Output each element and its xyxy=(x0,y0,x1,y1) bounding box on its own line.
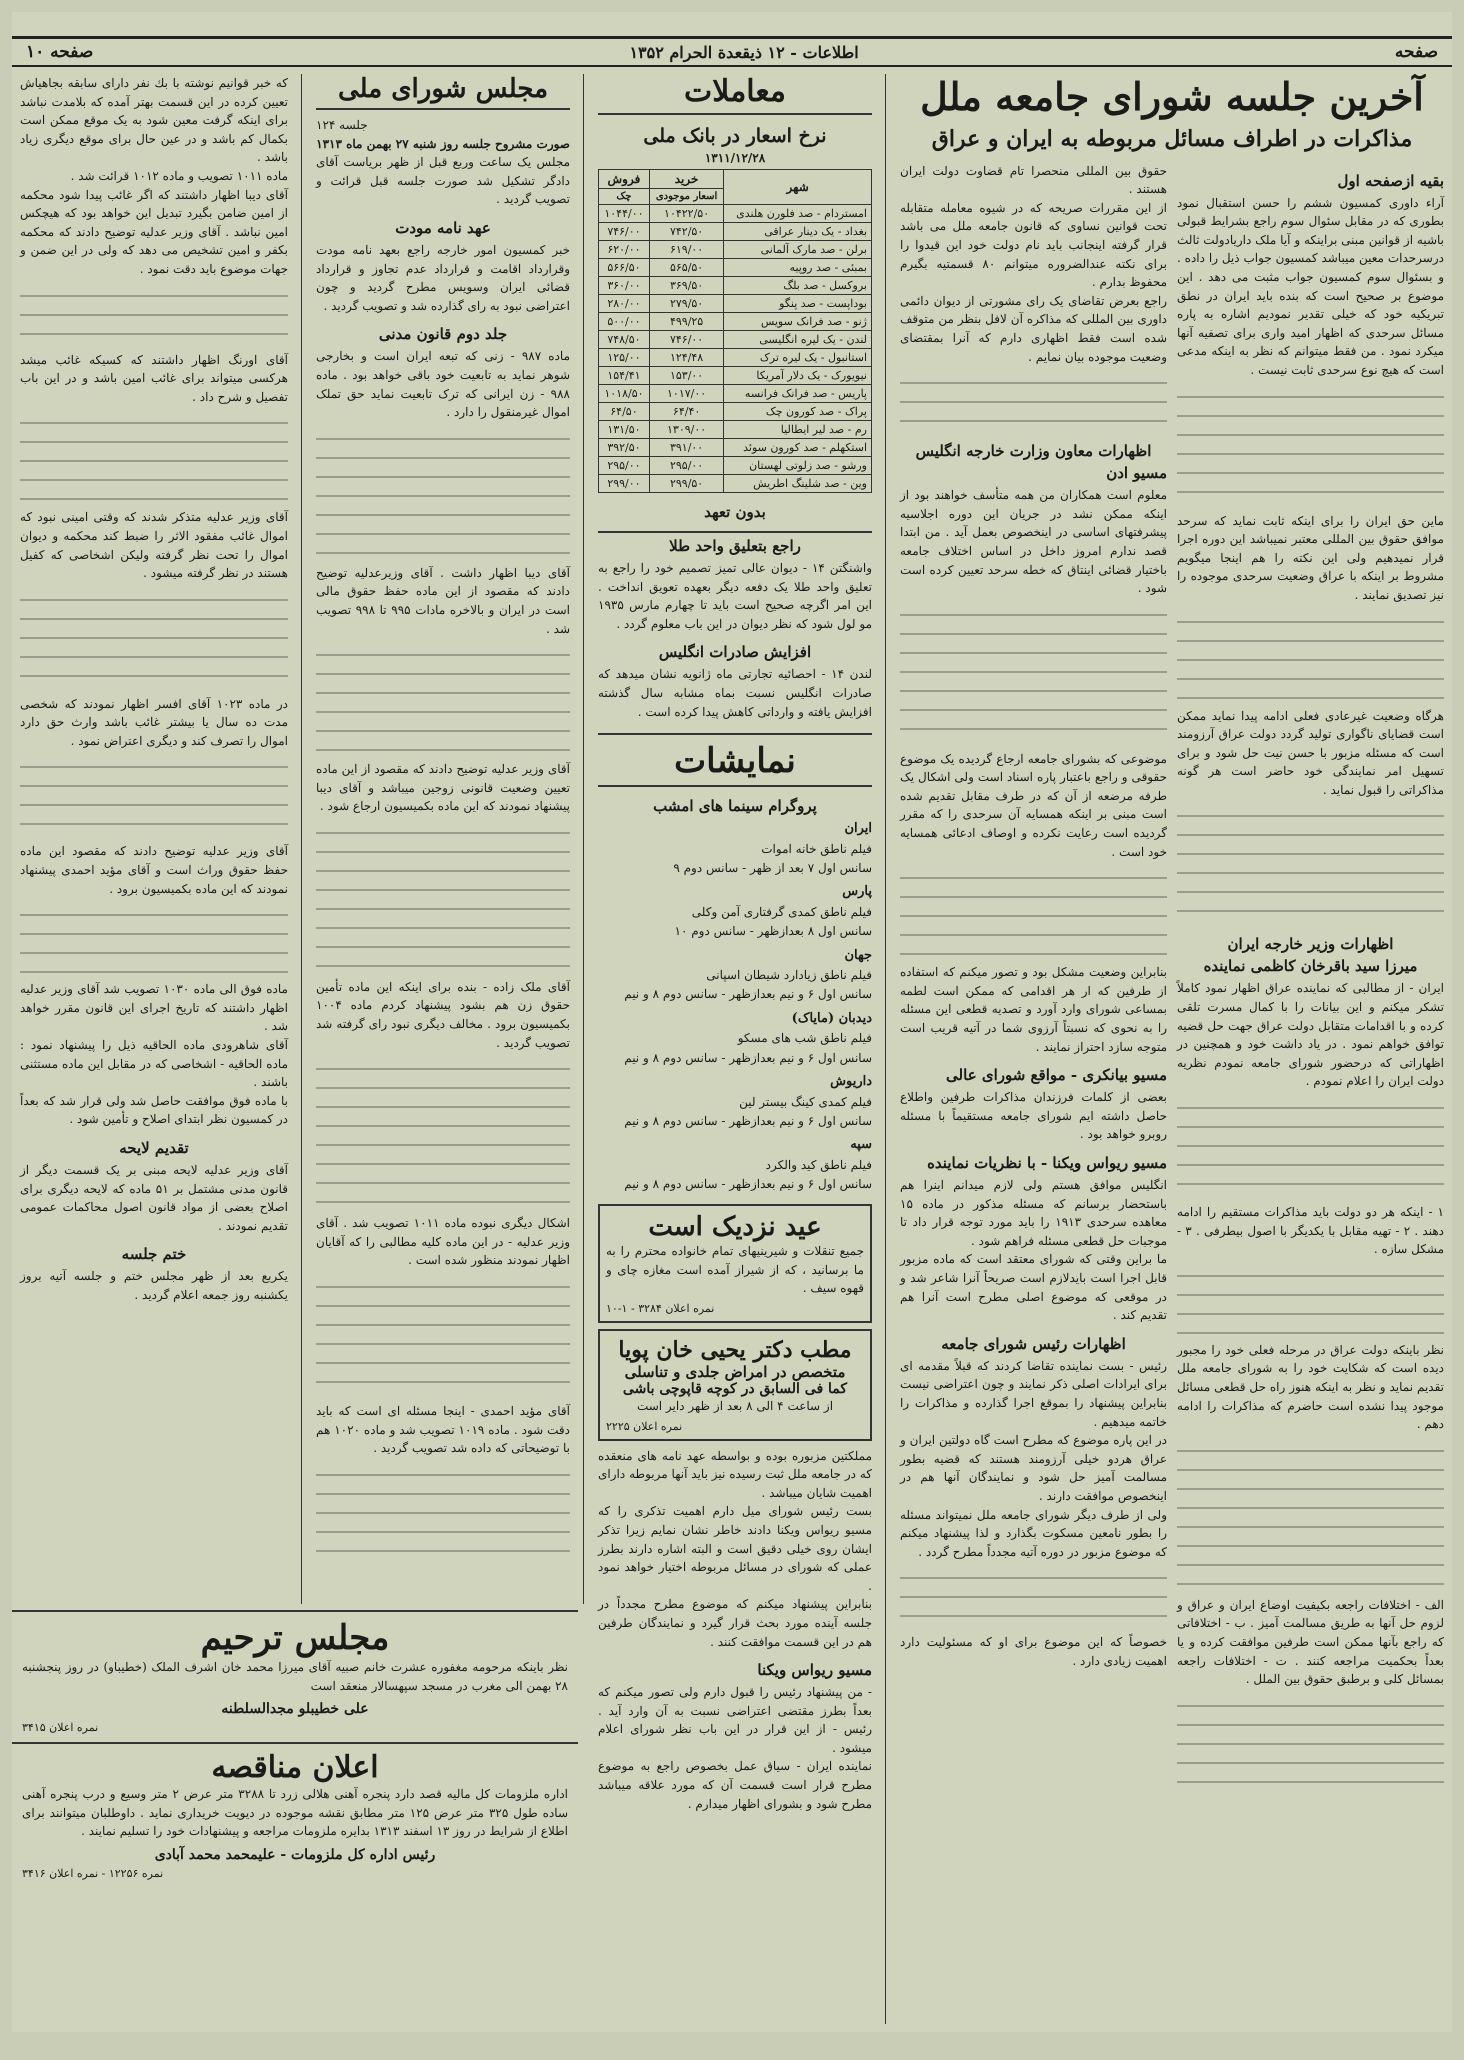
masthead-page-number: صفحه ۱۰ xyxy=(26,42,94,62)
middle-body-3: معلوم است همکاران من همه متأسف خواهند بود از اینکه ممکن نشد در جریان این دوره اجلاسیه پیشرفتهای اساسی در اینخصوص بعمل آید . من ابتدا قصد ندارم امروز داخل در اساس اختلاف جامعه باختیار قضائی اینتاق که خطه سرحد تعیین کرده است شود . xyxy=(900,488,1167,596)
close-heading: ختم جلسه xyxy=(121,1245,187,1264)
league-body-2: ماین حق ایران را برای اینکه ثابت نماید که سرحد موافق حقوق بین المللی معتبر نمیباشد این دوره اجرا قرار نمیدهیم ولی این نکته را هم اینجا میگویم مشروط بر اینکه با عراق وضعیت سرحدی موجوده را نیز تصدیق نمایند . xyxy=(1177,513,1444,602)
cinema-times: سانس اول ۸ بعدازظهر - سانس دوم ۱۰ xyxy=(674,924,872,939)
masthead-date: اطلاعات - ۱۲ ذیقعدة الحرام ۱۳۵۲ xyxy=(629,42,859,62)
rates-cell-city: ژنو - صد فرانک سویس xyxy=(724,313,872,331)
mid-col-body-4: نماینده ایران - سیاق عمل بخصوص راجع به موضوع مطرح قرار است قسمت آن که مورد علاقه میباشد مطرح شود و بشورای اظهار میدارم . xyxy=(598,1759,872,1811)
rates-cell-sell: ۱۰۱۸/۵۰ xyxy=(599,385,650,403)
muamelat-title: معاملات xyxy=(598,74,872,115)
majlis-body-7: اشکال دیگری نبوده ماده ۱۰۱۱ تصویب شد . آقای وزیر عدلیه - در این ماده کلیه مطالبی را که آقایان اظهار نمودند منظور شده است . xyxy=(316,1216,570,1268)
rates-cell-city: بمبئی - صد روپیه xyxy=(724,259,872,277)
rates-cell-city: امستردام - صد فلورن هلندی xyxy=(724,205,872,223)
majlis-session-date: صورت مشروح جلسه روز شنبه ۲۷ بهمن ماه ۱۳۱۳ xyxy=(316,136,570,151)
cinema-film: فیلم ناطق شب های مسکو xyxy=(737,1031,872,1046)
eid-ad-ref: نمره اعلان ۳۲۸۴ - ۱-۱۰ xyxy=(606,1301,715,1315)
middle-body-2: راجع بعرض تقاضای یک رای مشورتی از دیوان دائمی داوری بین المللی که مذاکره آن لافل بنظر من متوقف شده است فقط اظهاری دارم که آنرا بمقتضای وضعیت موجوده بیان نمایم . xyxy=(900,293,1167,364)
rates-cell-buy: ۱۰۴۲۲/۵۰ xyxy=(649,205,723,223)
rates-cell-sell: ۵۰۰/۰۰ xyxy=(599,313,650,331)
rates-row xyxy=(599,421,872,439)
rates-cell-sell: ۱۳۱/۵۰ xyxy=(599,421,650,439)
rates-col-buy: خرید xyxy=(649,170,723,189)
uk-heading: اظهارات معاون وزارت خارجه انگلیس xyxy=(915,442,1152,461)
middle-body-8: ما براین وقتی که شورای معتقد است که ماده مزبور قابل اجرا است بایدلازم است صریحاً آنرا شاعر شد و در موقعی که موضوع اصلی مطرح است آنرا هم تقدیم کند . xyxy=(900,1252,1167,1323)
rates-row xyxy=(599,403,872,421)
rates-cell-sell: ۵۶۶/۵۰ xyxy=(599,259,650,277)
middle-body-11: ولی از طرف دیگر شورای جامعه ملل نمیتواند مسئله را بطور نامعین مسکوت بگذارد و لذا پیشنهاد میکنم که موضوع مزبور در دوره آتیه مجدداً مطرح گردد . xyxy=(900,1507,1167,1559)
rates-cell-buy: ۱۵۳/۰۰ xyxy=(649,367,723,385)
far-body-9: آقای شاهرودی ماده الحاقیه ذیل را پیشنهاد نمود : ماده الحاقیه - اشخاصی که در مقابل این ماده مستثنی باشند . xyxy=(20,1038,288,1090)
league-body-6: نظر باینکه دولت عراق در مرحله فعلی خود را مجبور دیده است که شکایت خود را به شورای جامعه ملل تقدیم نماید و نظر به اینکه هنوز راه حل قطعی مسائل موجود پیدا نشده است حاضرم که مذاکرات را ادامه دهم . xyxy=(1177,1342,1444,1432)
cinema-times: سانس اول ۶ و نیم بعدازظهر - سانس دوم ۸ و نیم xyxy=(624,1177,872,1191)
cinema-name: ایران xyxy=(844,821,872,837)
cinema-film: فیلم ناطق خانه اموات xyxy=(761,841,872,856)
league-subcol-right xyxy=(1177,162,1444,1791)
rates-row xyxy=(599,475,872,493)
fm-name: میرزا سید باقرخان کاظمی نماینده xyxy=(1203,957,1418,976)
cinema-name: داریوش xyxy=(830,1073,872,1089)
cinema-item xyxy=(598,819,872,878)
tender-box xyxy=(12,1742,578,1962)
muamelat-column xyxy=(590,74,880,2024)
mid-col-body-3: - من پیشنهاد رئیس را قبول دارم ولی تصور میکنم که بعداً بطرز مقتضی اعتراضی نسبت به آن وارد آید . رئیس - از این قرار در این باب نظر شورای اعلام میشود . xyxy=(598,1685,872,1755)
cinema-times: سانس اول ۶ و نیم بعدازظهر - سانس دوم ۸ و نیم xyxy=(624,1113,872,1128)
rates-title: نرخ اسعار در بانک ملی xyxy=(643,125,827,147)
rates-cell-sell: ۲۹۹/۰۰ xyxy=(599,475,650,493)
condolence-body: نظر باینکه مرحومه مغفوره عشرت خانم صبیه آقای میرزا محمد خان اشرف الملک (خطیباو) در روز پنجشنبه ۲۸ بهمن الی مغرب در مسجد سپهسالار منعقد است xyxy=(22,1660,568,1693)
civil-heading: جلد دوم قانون مدنی xyxy=(378,325,508,344)
cinema-item xyxy=(598,1009,872,1068)
doctor-ad-ref: نمره اعلان ۲۲۲۵ xyxy=(606,1419,683,1433)
rates-cell-sell: ۱۲۵/۰۰ xyxy=(599,349,650,367)
rates-cell-buy: ۲۷۹/۵۰ xyxy=(649,295,723,313)
rates-row xyxy=(599,349,872,367)
eid-ad-title: عید نزدیک است xyxy=(648,1212,822,1243)
rates-cell-buy: ۱۲۴/۴۸ xyxy=(649,349,723,367)
cinema-item xyxy=(598,882,872,941)
cinema-name: سپه xyxy=(850,1137,872,1153)
rates-cell-city: نیویورک - یک دلار آمریکا xyxy=(724,367,872,385)
league-subtitle: مذاکرات در اطراف مسائل مربوطه به ایران و عراق xyxy=(931,125,1413,152)
tender-body: اداره ملزومات کل مالیه قصد دارد پنجره آهنی هلالی زرد تا ۳۲۸۸ متر عرض ۲ متر وسیع و درب پنجره آهنی ساده طول ۳۲۵ متر عرض ۱۲۵ متر مطابق نقشه موجوده در دیویت خریداری نماید . داوطلبان میتوانند برای اطلاع از شرایط در روز ۱۳ اسفند ۱۳۱۳ بدایره ملزومات مراجعه و پیشنهادات خود را تسلیم نمایند . xyxy=(22,1787,569,1839)
treaty-heading: عهد نامه مودت xyxy=(395,218,491,237)
rates-col-city: شهر xyxy=(724,170,872,205)
rates-row xyxy=(599,205,872,223)
majlis-session-label: جلسه ۱۲۴ xyxy=(316,118,368,132)
rates-cell-sell: ۳۶۰/۰۰ xyxy=(599,277,650,295)
rates-cell-buy: ۱۳۰۹/۰۰ xyxy=(649,421,723,439)
rates-col-sell: فروش xyxy=(599,170,650,189)
rates-row xyxy=(599,385,872,403)
rates-row xyxy=(599,241,872,259)
it-heading: مسیو بیانکری - مواقع شورای عالی xyxy=(946,1066,1167,1085)
majlis-title: مجلس شورای ملی xyxy=(316,74,570,110)
far-body-6: در ماده ۱۰۲۳ آقای افسر اظهار نمودند که شخصی مدت ده سال یا بیشتر غائب باشد وارث حق دارد اموال را تصرف کند و دیگری اعتراض نمود . xyxy=(20,696,289,748)
cinema-times: سانس اول ۶ و نیم بعدازظهر - سانس دوم ۸ و نیم xyxy=(624,1050,872,1065)
uk-name: مسیو ادن xyxy=(1106,464,1167,483)
rates-cell-sell: ۷۴۸/۵۰ xyxy=(599,331,650,349)
rates-cell-buy: ۵۶۵/۵۰ xyxy=(649,259,723,277)
rates-cell-buy: ۲۹۹/۵۰ xyxy=(649,475,723,493)
majlis-body-4: آقای دیبا اظهار داشت . آقای وزیرعدلیه توضیح دادند که مقصود از این ماده حفظ حقوق مالی است در ایران و بالاخره مادات ۹۹۵ تا ۹۹۸ تصویب شد . xyxy=(316,565,571,636)
rates-cell-sell: ۲۸۰/۰۰ xyxy=(599,295,650,313)
cinema-film: فیلم ناطق زیادارد شیطان اسپانی xyxy=(706,968,872,983)
rates-cell-sell: ۱۰۴۴/۰۰ xyxy=(599,205,650,223)
condolence-ref: نمره اعلان ۳۴۱۵ xyxy=(22,1721,99,1735)
far-body-8: ماده فوق الی ماده ۱۰۳۰ تصویب شد آقای وزیر عدلیه اظهار داشتند که تاریخ اجرای این قانون مقرر خواهد شد . xyxy=(20,982,288,1034)
majlis-body-1: مجلس یک ساعت وربع قبل از ظهر بریاست آقای دادگر تشکیل شد صورت جلسه قبل قرائت و تصویب گردید . xyxy=(316,155,570,207)
rates-col-buy-sub: اسعار موجودی xyxy=(649,189,723,205)
rates-cell-buy: ۶۱۹/۰۰ xyxy=(649,241,723,259)
rates-cell-buy: ۴۹۹/۲۵ xyxy=(649,313,723,331)
cinema-times: سانس اول ۷ بعد از ظهر - سانس دوم ۹ xyxy=(673,861,872,876)
newspaper-page xyxy=(12,12,1452,2032)
majlis-body-3: ماده ۹۸۷ - زنی که تبعه ایران است و بخارجی شوهر نماید به تابعیت خود باقی خواهد بود . ماده ۹۸۸ - زن ایرانی که ترک تابعیت نماید حق تملک اموال غیرمنقول را دارد . xyxy=(316,349,571,420)
condolence-title: مجلس ترحیم xyxy=(200,1618,390,1658)
far-body-3: آقای دیبا اظهار داشتند که اگر غائب پیدا شود محکمه از امین ضامن بگیرد تبدیل این خواهد بود که هیچکس امین نباشد . آقای وزیر عدلیه توضیح دادند که محکمه بکفر و امین تشخیص می دهد که ولی در این ضمن و جهات موضوع باید دقت نمود . xyxy=(20,187,288,276)
doctor-ad-specialty: متخصص در امراض جلدی و تناسلی xyxy=(624,1362,846,1381)
rates-cell-city: بوداپست - صد پنگو xyxy=(724,295,872,313)
cinema-name: پارس xyxy=(842,884,872,900)
rates-cell-buy: ۳۹۱/۰۰ xyxy=(649,439,723,457)
gold-text: واشنگتن ۱۴ - دیوان عالی تمیز تصمیم خود را راجع به تعلیق واحد طلا یک دفعه دیگر بعهده تعویق انداخت . این امر اگرچه صحیح است باید تا چهارم مارس ۱۹۳۵ مو لول شود که نظر دیوان در این باب معلوم گردد . xyxy=(598,561,872,631)
doctor-ad-hours: از ساعت ۴ الی ۸ بعد از ظهر دایر است xyxy=(636,1398,834,1413)
rates-cell-buy: ۳۶۹/۵۰ xyxy=(649,277,723,295)
eid-ad-body: جمیع تنقلات و شیرینیهای تمام خانواده محترم را به ما برسانید ، که از شیراز آمده است مغازه چای و قهوه سیف . xyxy=(606,1244,864,1296)
middle-body-12: خصوصاً که این موضوع برای او که مسئولیت دارد اهمیت زیادی دارد . xyxy=(900,1635,1167,1668)
rates-cell-sell: ۶۴/۵۰ xyxy=(599,403,650,421)
rates-cell-sell: ۷۴۶/۰۰ xyxy=(599,223,650,241)
middle-intro: حقوق بین المللی منحصرا تام قضاوت دولت ایران هستند . xyxy=(900,163,1167,197)
cinema-times: سانس اول ۶ و نیم بعدازظهر - سانس دوم ۸ و نیم xyxy=(624,987,872,1002)
rates-cell-city: رم - صد لیر ایطالیا xyxy=(724,421,872,439)
rates-cell-buy: ۱۰۱۷/۰۰ xyxy=(649,385,723,403)
far-body-4: آقای اورنگ اظهار داشتند که کسیکه غائب میشد هرکسی میتواند برای غائب امین باشد و در این باب تفصیل و شرح داد . xyxy=(20,352,288,404)
far-column xyxy=(12,74,296,1604)
rates-row xyxy=(599,313,872,331)
tender-bill-heading: تقدیم لایحه xyxy=(119,1139,189,1157)
cinema-film: فیلم کمدی کینگ بیستر لین xyxy=(739,1094,872,1109)
middle-body-9: رئیس - بست نماینده تقاضا کردند که قبلاً مقدمه ای برای ایرادات اصلی ذکر نمایند و چون اعتراضی نیست بنابراین پیشنهاد را بموقع اجرا گذارده و مذاکرات را خاتمه میدهیم . xyxy=(900,1358,1167,1429)
rates-cell-sell: ۶۲۰/۰۰ xyxy=(599,241,650,259)
rates-row xyxy=(599,439,872,457)
league-title: آخرین جلسه شورای جامعه ملل xyxy=(920,74,1424,119)
no-obligation: بدون تعهد xyxy=(704,503,766,521)
far-body-12: یکربع بعد از ظهر مجلس ختم و جلسه آتیه بروز یکشنبه روز جمعه اعلام گردید . xyxy=(20,1269,288,1302)
far-body-5: آقای وزیر عدلیه متذکر شدند که وقتی امینی نبود که اموال غائب مفقود الاثر را ضبط کند محکمه و دیوان اموال را تحت نظر گرفته ولیکن اشخاصی که کفیل هستند در نظر گرفته میشود . xyxy=(20,510,288,581)
league-body-4: ایران - از مطالبی که نماینده عراق اظهار نمود کاملاً تشکر میکنم و این بیانات را با کمال مسرت تلقی کرده و با اقدامات متقابل دولت عراق جهت حل قضیه توافق خواهم نمود . در یاد داشت خود و همچنین در اظهاراتی که درحضور شورای جامعه نمودم نظریه دولت ایران را اعلام نمودم . xyxy=(1177,981,1444,1089)
league-body-5: ۱ - اینکه هر دو دولت باید مذاکرات مستقیم را ادامه دهند . ۲ - تهیه مقابل با یکدیگر با اصول بیطرفی . ۳ - مشکل سازه . xyxy=(1177,1205,1444,1257)
league-body-7: الف - اختلافات راجعه بکیفیت اوضاع ایران و عراق و لزوم حل آنها به طریق مسالمت آمیز . ب - اختلافاتی که راجع بآنها ممکن است طرفین موافقت کرده و یا بعداً بحکمیت مراجعه کنند . ت - اختلافات راجعه بمسائل کلی و برطبق حقوق بین الملل . xyxy=(1177,1597,1444,1687)
cinema-film: فیلم ناطق کید والکرد xyxy=(765,1157,872,1172)
cinema-list xyxy=(598,819,872,1194)
fr2-heading: مسیو ریواس ویکنا xyxy=(757,1661,872,1680)
doctor-ad-address: کما فی السابق در کوچه قاپوچی باشی xyxy=(622,1380,848,1397)
middle-body-4: موضوعی که بشورای جامعه ارجاع گردیده یک موضوع حقوقی و راجع باعتبار پاره اسناد است ولی اشکال یک طرفه مرضعه از آن که در طرف مقابل تقدیم شده است مبنی بر اینکه همسایه آن سرحدی را که مقرر گردیده است رعایت نکرده و اوصاف ادعائی همسایه خود است . xyxy=(900,751,1167,859)
majlis-body-6: آقای ملک زاده - بنده برای اینکه این ماده تأمین حقوق زن هم بشود پیشنهاد کردم ماده ۱۰۰۴ بکمیسیون برود . مخالف دیگری نبود رای گرفته شد تصویب گردید . xyxy=(316,979,570,1050)
cinema-item xyxy=(598,1072,872,1131)
rates-cell-sell: ۳۹۲/۵۰ xyxy=(599,439,650,457)
rates-row xyxy=(599,277,872,295)
program-title: پروگرام سینما های امشب xyxy=(653,797,817,816)
shows-title: نمایشات xyxy=(598,733,872,787)
eid-ad xyxy=(598,1204,872,1323)
rates-cell-sell: ۱۵۴/۴۱ xyxy=(599,367,650,385)
rates-cell-buy: ۶۴/۴۰ xyxy=(649,403,723,421)
rates-cell-city: ورشو - صد زلوتی لهستان xyxy=(724,457,872,475)
cinema-item xyxy=(598,1135,872,1194)
rates-cell-city: پراک - صد کورون چک xyxy=(724,403,872,421)
far-body-2: ماده ۱۰۱۱ تصویب و ماده ۱۰۱۲ قرائت شد . xyxy=(70,168,288,183)
masthead xyxy=(12,36,1452,67)
rates-cell-buy: ۷۴۶/۰۰ xyxy=(649,331,723,349)
doctor-ad xyxy=(598,1329,872,1441)
export-text: لندن ۱۴ - احصائیه تجارتی ماه ژانویه نشان میدهد که صادرات انگلیس نسبت بماه مشابه سال گذشته افزایش یافته و وارداتی کاهش پیدا کرده است . xyxy=(598,667,873,719)
condolence-box xyxy=(12,1612,578,1735)
condolence-signature: علی خطیبلو مجدالسلطنه xyxy=(221,1701,369,1718)
middle-body-10: در این پاره موضوع که مطرح است گاه دولتین ایران و عراق هردو خیلی آرزومند هستند که قضیه بطور مسالمت آمیز حل شود و نمایندگان آنها هم در اینخصوص موافقت دارند . xyxy=(900,1433,1167,1503)
rates-cell-city: بغداد - یک دینار عراقی xyxy=(724,223,872,241)
rates-row xyxy=(599,295,872,313)
cinema-name: جهان xyxy=(844,947,872,963)
majlis-column xyxy=(308,74,578,1604)
rates-date: ۱۳۱۱/۱۲/۲۸ xyxy=(704,151,766,165)
league-subcol-left xyxy=(900,162,1167,1791)
mid-col-body-1: بست رئیس شورای میل دارم اهمیت تذکری را که مسیو ریواس ویکنا دادند خاطر نشان نمایم زیرا تذکر ایشان روی خیلی دقیق است و البته اشاره دارند بطرز عملی که شورای در مسائل مربوطه اختیار خواهد نمود . xyxy=(598,1504,872,1593)
rates-cell-city: استانبول - یک لیره ترک xyxy=(724,349,872,367)
mid-col-intro: مملکتین مزبوره بوده و بواسطه عهد نامه های منعقده که در جامعه ملل ثبت رسیده نیز باید آنها مربوطه دارای اهمیت شایان میباشد . xyxy=(598,1448,872,1500)
league-continued: بقیه ازصفحه اول xyxy=(1337,171,1444,190)
rates-cell-city: برلن - صد مارک آلمانی xyxy=(724,241,872,259)
masthead-right-label: صفحه xyxy=(1394,42,1438,62)
middle-body-7: انگلیس موافق هستم ولی لازم میدانم اینرا هم باستحضار برسانم که مسئله مذکور در ماده ۱۵ معاهده سرحدی ۱۹۱۳ را باید مورد توجه قرار داد تا موجبات حل قطعی مسئله فراهم شود . xyxy=(900,1178,1168,1248)
cinema-name: دیدبان (مایاک) xyxy=(791,1010,872,1026)
league-body-3: هرگاه وضعیت غیرعادی فعلی ادامه پیدا نماید ممکن است قضایای ناگواری تولید گردد دولت عراق آرزومند است که مسئله مزبور با حسن نیت حل شود و برای تسهیل امر نمایندگی خود حاضر است هر گونه مذاکراتی را قبول نماید . xyxy=(1177,708,1444,797)
league-article xyxy=(892,74,1452,2024)
far-body-1: که خبر قوانیم نوشته با بك نفر دارای سابقه بجاهیاش تعیین کرده در این قسمت بهتر آمده که بلامدت نباشد برای اینکه گرفت معین شود به یک موقع ممکن است بکمال کم باشد و در عین حال برای موقع دیگری زیاد باشد . xyxy=(20,76,288,165)
mid-col-body-2: بنابراین پیشنهاد میکنم که موضوع مطرح مجدداً در جلسه آینده مورد بحث قرار گیرد و نمایندگان طرفین هم در این قسمت موافقت کنند . xyxy=(598,1597,872,1649)
rates-row xyxy=(599,331,872,349)
fr-heading: مسیو ریواس ویکنا - با نظریات نماینده xyxy=(927,1154,1167,1172)
export-heading: افزایش صادرات انگلیس xyxy=(658,643,812,662)
rates-cell-city: استکهلم - صد کورون سوئد xyxy=(724,439,872,457)
middle-body-5: بنابراین وضعیت مشکل بود و تصور میکنم که استفاده از طرفین که ار هر اقدامی که ممکن است لطمه بمساعی شورای وارد آورد و تصدیه قطعی این مسئله را به نحوی که نسبتاً آرزوی شما در آتیه قریب است متوجه سازد احتراز نمایند . xyxy=(900,965,1167,1054)
middle-body-6: بعضی از کلمات فرزندان مذاکرات طرفین واطلاع حاصل داشته ایم شورای جامعه مستقیماً با مسئله روبرو خواهد بود . xyxy=(900,1090,1167,1142)
majlis-body-5: آقای وزیر عدلیه توضیح دادند که مقصود از این ماده تعیین وضعیت قانونی زوجین میباشد و آقای دیبا پیشنهاد نمودند که این ماده بکمیسیون ارجاع شود . xyxy=(316,762,570,814)
cinema-item xyxy=(598,946,872,1005)
doctor-ad-title: مطب دکتر یحیی خان پویا xyxy=(618,1336,852,1363)
cinema-film: فیلم ناطق کمدی گرفتاری آمن وکلی xyxy=(691,905,872,920)
rates-cell-city: پاریس - صد فرانک فرانسه xyxy=(724,385,872,403)
rates-table xyxy=(598,169,872,493)
rates-cell-buy: ۲۹۵/۰۰ xyxy=(649,457,723,475)
majlis-body-2: خبر کمسیون امور خارجه راجع بعهد نامه مودت وقرارداد اقامت و قرارداد عدم تجاوز و قرارداد قضائی ایران وسویس مطرح گردید و چون اعتراضی نبود به رای گذارده شد و تصویب گردید . xyxy=(316,242,570,313)
rates-cell-buy: ۷۴۲/۵۰ xyxy=(649,223,723,241)
rates-row xyxy=(599,223,872,241)
far-body-11: آقای وزیر عدلیه لایحه مبنی بر یک قسمت دیگر از قانون مدنی مشتمل بر ۵۱ ماده که لایحه دیگری برای اصلاح بعضی از مواد قانون اصول محاکمات عمومی تقدیم نمودند . xyxy=(20,1163,288,1233)
rates-cell-sell: ۲۹۵/۰۰ xyxy=(599,457,650,475)
far-body-7: آقای وزیر عدلیه توضیح دادند که مقصود این ماده حفظ حقوق وراث است و آقای مؤید احمدی پیشنهاد نمودند که این ماده بکمیسیون برود . xyxy=(20,844,288,896)
tender-title: اعلان مناقصه xyxy=(211,1750,379,1785)
rates-col-sell-sub: چک xyxy=(599,189,650,205)
far-body-10: با ماده فوق موافقت حاصل شد ولی قرار شد که بعداً در کمسیون نظر ابتدای اصلاح و تأمین شود . xyxy=(20,1093,288,1127)
tender-signature: رئیس اداره کل ملزومات - علیمحمد محمد آبادی xyxy=(154,1846,436,1863)
rates-row xyxy=(599,457,872,475)
fm-heading: اظهارات وزیر خارجه ایران xyxy=(1227,935,1394,954)
rates-cell-city: لندن - یک لیره انگلیسی xyxy=(724,331,872,349)
rates-row xyxy=(599,259,872,277)
rates-cell-city: بروکسل - صد بلگ xyxy=(724,277,872,295)
middle-body-1: از این مقررات صریحه که در شیوه معامله متقابله تحت قوانین نساوی که قانون جامعه ملل می باشد قرار گرفته اینجانب باید نام دولت خود این قیدوا را برای نکته عندالضروره میتوانم ۸۰ قسمتیه بگیرم محفوظ بدارم . xyxy=(900,200,1167,290)
majlis-body-8: آقای مؤید احمدی - اینجا مسئله ای است که باید دقت شود . ماده ۱۰۱۹ تصویب شد و ماده ۱۰۲۰ هم با توضیحاتی که داده شد تصویب گردید . xyxy=(316,1404,570,1456)
league-body-1: آراء داوری کمسیون ششم را حسن استقبال نمود بطوری که در مقابل سئوال سوم راجع بشرایط قبولی باشیه از قوانین مبنی براینکه و آیا ملک داریادولت ثالث درسرحدات معین میباشد کمسیون جواب ذیل را داده . و بسئوال سوم کمسیون جواب مثبت می دهد . این موضوع بر صحیح است که بنده باید ایران در نطق تبریکیه خود که خیلی تقدیر نمودیم اشاره به پاره مسائل سرحدی که اظهار امید واری برای تصفیه آنها میکرد نمود . من فقط میتوانم که نظر به اینکه مدعی است که هیچ نوع سرحدی ثابت نیست . xyxy=(1177,195,1444,377)
gold-heading: راجع بتعلیق واحد طلا xyxy=(598,531,872,555)
pres-heading: اظهارات رئیس شورای جامعه xyxy=(941,1334,1126,1353)
tender-ref: نمره ۱۲۲۵۶ - نمره اعلان ۳۴۱۶ xyxy=(22,1866,164,1880)
rates-row xyxy=(599,367,872,385)
rates-cell-city: وین - صد شلینگ اطریش xyxy=(724,475,872,493)
